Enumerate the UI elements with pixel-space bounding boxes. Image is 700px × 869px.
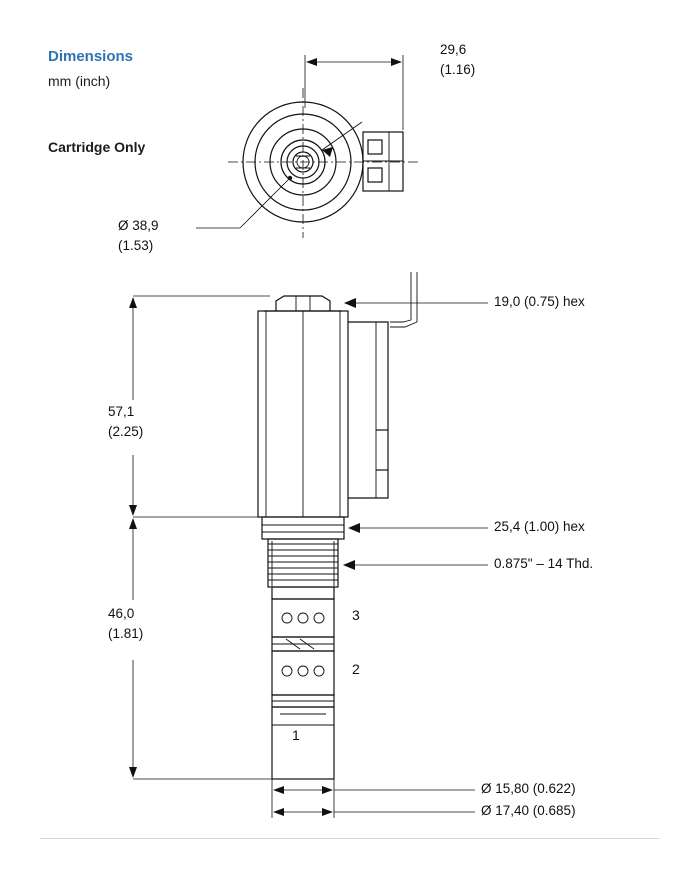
port-1-label: 1 [292,727,300,743]
coil-height-dim-inch: (2.25) [108,424,144,439]
port-2-label: 2 [352,661,360,677]
top-view-diameter-dim-inch: (1.53) [118,238,154,253]
page-divider [40,838,660,839]
top-view-width-dim: 29,6 [440,42,467,57]
top-view-width-dim-inch: (1.16) [440,62,476,77]
diameter-17-40-label: Ø 17,40 (0.685) [481,803,576,818]
cartridge-height-dim: 46,0 [108,606,135,621]
coil-height-dim: 57,1 [108,404,135,419]
cartridge-height-dim-inch: (1.81) [108,626,144,641]
port-3-label: 3 [352,607,360,623]
side-view-group [129,272,488,818]
thread-label: 0.875" – 14 Thd. [494,556,594,571]
hex-small-label: 19,0 (0.75) hex [494,294,585,309]
hex-large-label: 25,4 (1.00) hex [494,519,585,534]
units-label: mm (inch) [48,73,111,89]
page-title: Dimensions [48,48,134,65]
variant-label: Cartridge Only [48,139,146,155]
top-view-group [196,55,420,238]
diameter-15-80-label: Ø 15,80 (0.622) [481,781,576,796]
top-view-diameter-dim: Ø 38,9 [118,218,159,233]
